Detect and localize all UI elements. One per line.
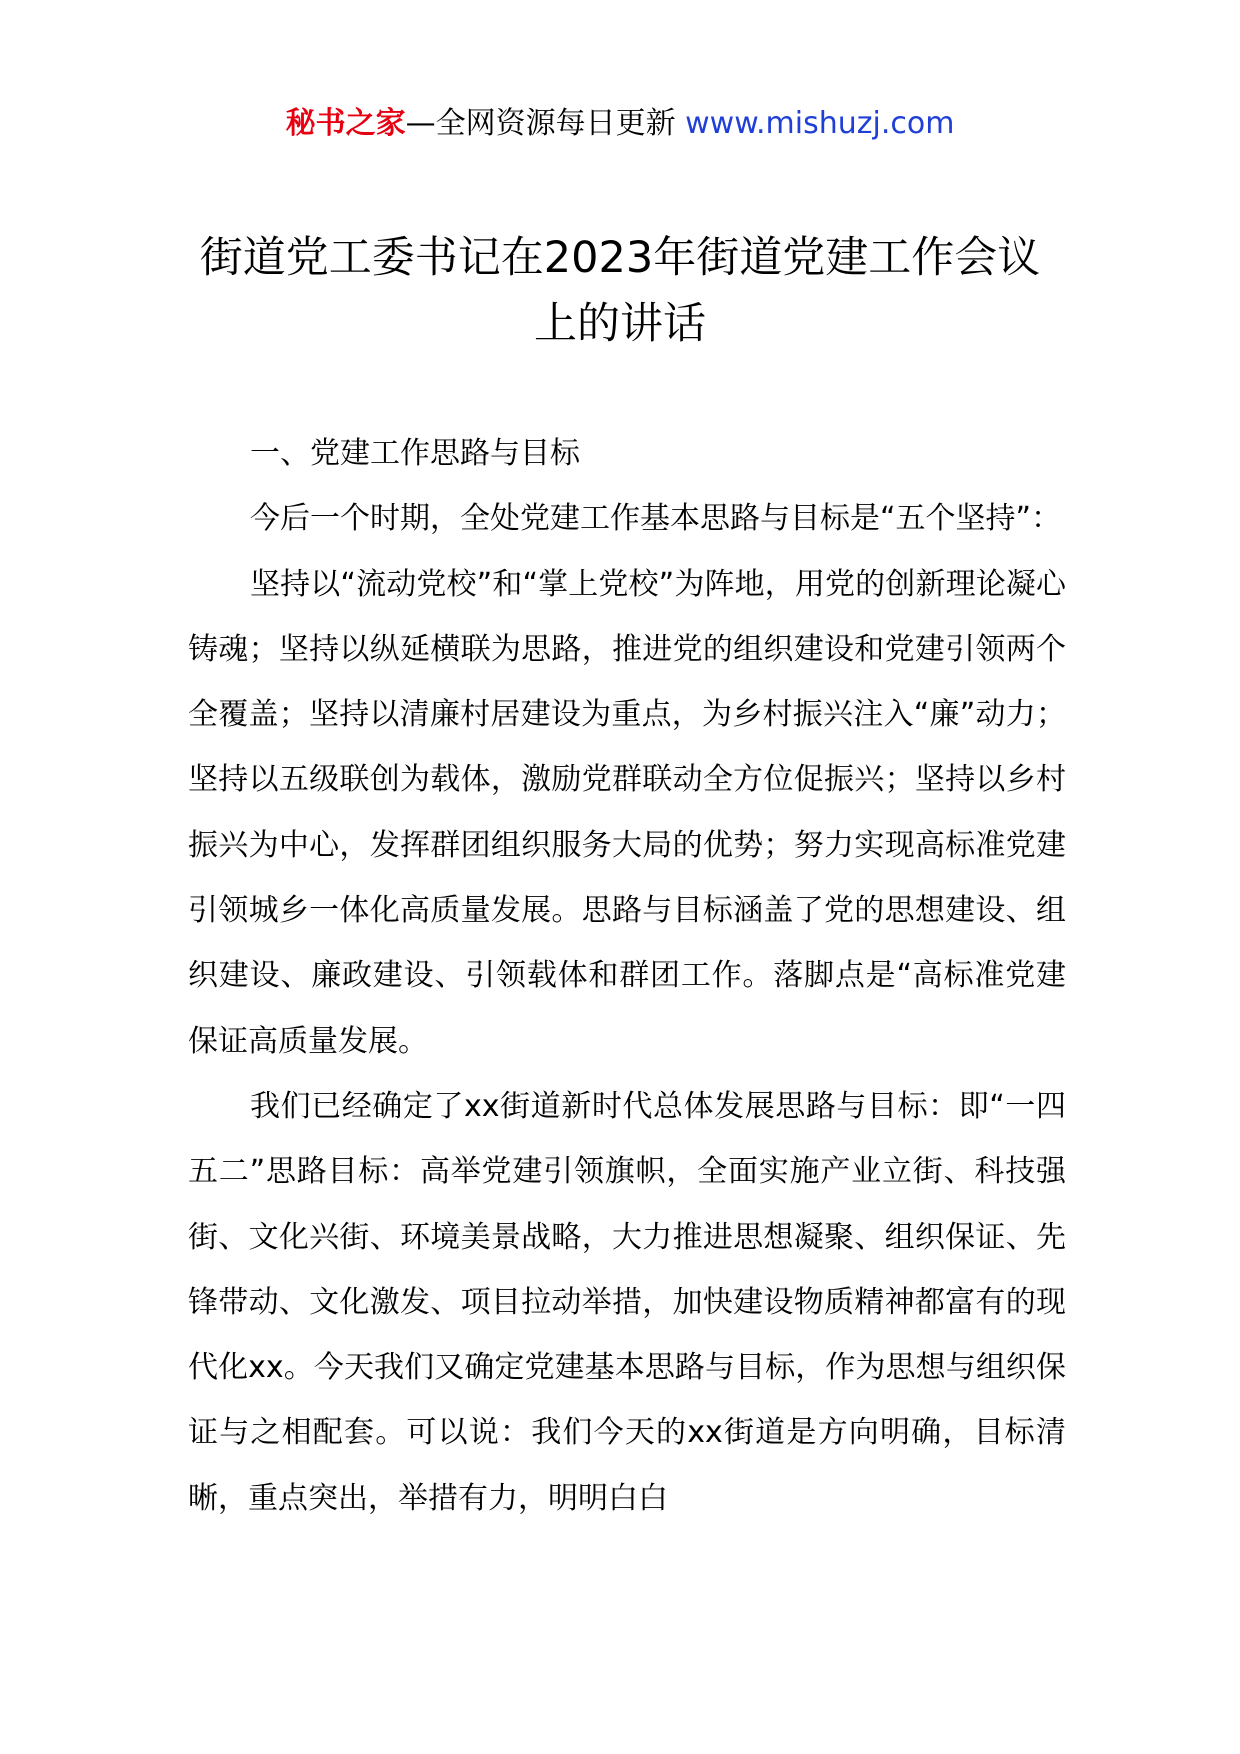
section-heading: 一、党建工作思路与目标 <box>250 436 580 471</box>
paragraph: 今后一个时期，全处党建工作基本思路与目标是“五个坚持”： <box>250 501 1062 537</box>
paragraph: 坚持以“流动党校”和“掌上党校”为阵地，用党的创新理论凝心铸魂；坚持以纵延横联为思路，推进党的组织建设和党建引领两个全覆盖；坚持以清廉村居建设为重点，为乡村振兴注入“廉”动力；坚持以五级联创为载体，激励党群联动全方位促振兴；坚持以乡村振兴为中心，发挥群团组织服务大局的优势；努力实现高标准党建引领城乡一体化高质量发展。思路与目标涵盖了党的思想建设、组织建设、廉政建设、引领载体和群团工作。落脚点是“高标准党建保证高质量发展。 <box>188 566 1066 1059</box>
site-url-link[interactable]: www.mishuzj.com <box>685 106 955 141</box>
site-brand: 秘书之家 <box>285 106 406 141</box>
document-body <box>188 421 1066 1531</box>
site-header <box>0 98 1240 150</box>
paragraph: 我们已经确定了xx街道新时代总体发展思路与目标：即“一四五二”思路目标：高举党建引领旗帜，全面实施产业立街、科技强街、文化兴街、环境美景战略，大力推进思想凝聚、组织保证、先锋带动、文化激发、项目拉动举措，加快建设物质精神都富有的现代化xx。今天我们又确定党建基本思路与目标，作为思想与组织保证与之相配套。可以说：我们今天的xx街道是方向明确，目标清晰，重点突出，举措有力，明明白白 <box>188 1088 1066 1516</box>
site-tagline: —全网资源每日更新 <box>405 106 686 141</box>
document-title: 街道党工委书记在2023年街道党建工作会议上的讲话 <box>199 233 1041 349</box>
